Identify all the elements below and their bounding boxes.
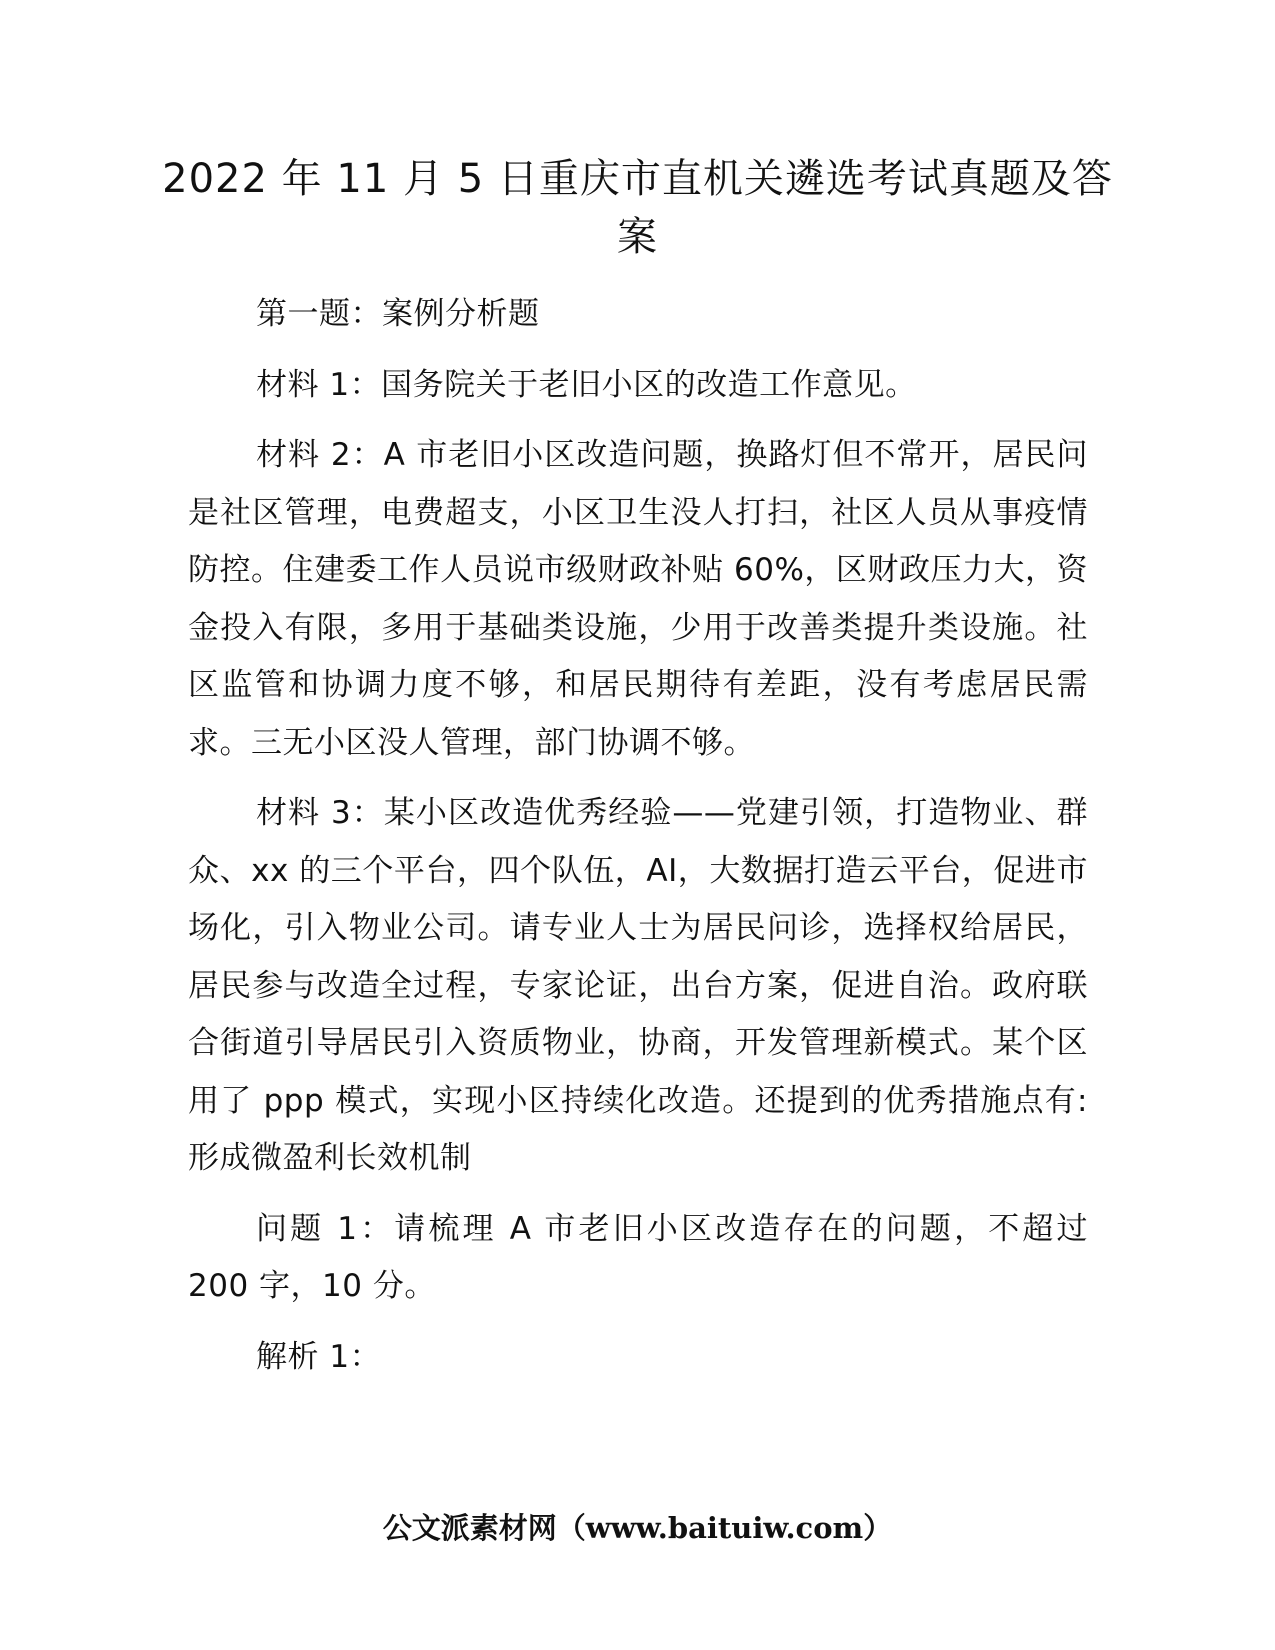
document-body bbox=[188, 286, 1088, 1399]
paragraph-material-3: 材料 3：某小区改造优秀经验——党建引领，打造物业、群众、xx 的三个平台，四个队伍，AI，大数据打造云平台，促进市场化，引入物业公司。请专业人士为居民问诊，选择权给居民，居民参与改造全过程，专家论证，出台方案，促进自治。政府联合街道引导居民引入资质物业，协商，开发管理新模式。某个区用了 ppp 模式，实现小区持续化改造。还提到的优秀措施点有:形成微盈利长效机制 bbox=[188, 795, 1088, 1176]
paragraph-question-heading: 第一题：案例分析题 bbox=[256, 296, 540, 332]
paragraph-material-1: 材料 1：国务院关于老旧小区的改造工作意见。 bbox=[256, 366, 917, 403]
footer-source: 公文派素材网（www.baituiw.com） bbox=[382, 1511, 893, 1545]
paragraph-analysis-1: 解析 1： bbox=[256, 1338, 382, 1375]
document-title: 2022 年 11 月 5 日重庆市直机关遴选考试真题及答案 bbox=[162, 156, 1113, 260]
paragraph-question-1: 问题 1：请梳理 A 市老旧小区改造存在的问题，不超过 200 字，10 分。 bbox=[188, 1210, 1088, 1304]
paragraph-material-2: 材料 2：A 市老旧小区改造问题，换路灯但不常开，居民问是社区管理，电费超支，小区卫生没人打扫，社区人员从事疫情防控。住建委工作人员说市级财政补贴 60%，区财政压力大，资金投入有限，多用于基础类设施，少用于改善类提升类设施。社区监管和协调力度不够，和居民期待有差距，没有考虑居民需求。三无小区没人管理，部门协调不够。 bbox=[188, 437, 1088, 761]
